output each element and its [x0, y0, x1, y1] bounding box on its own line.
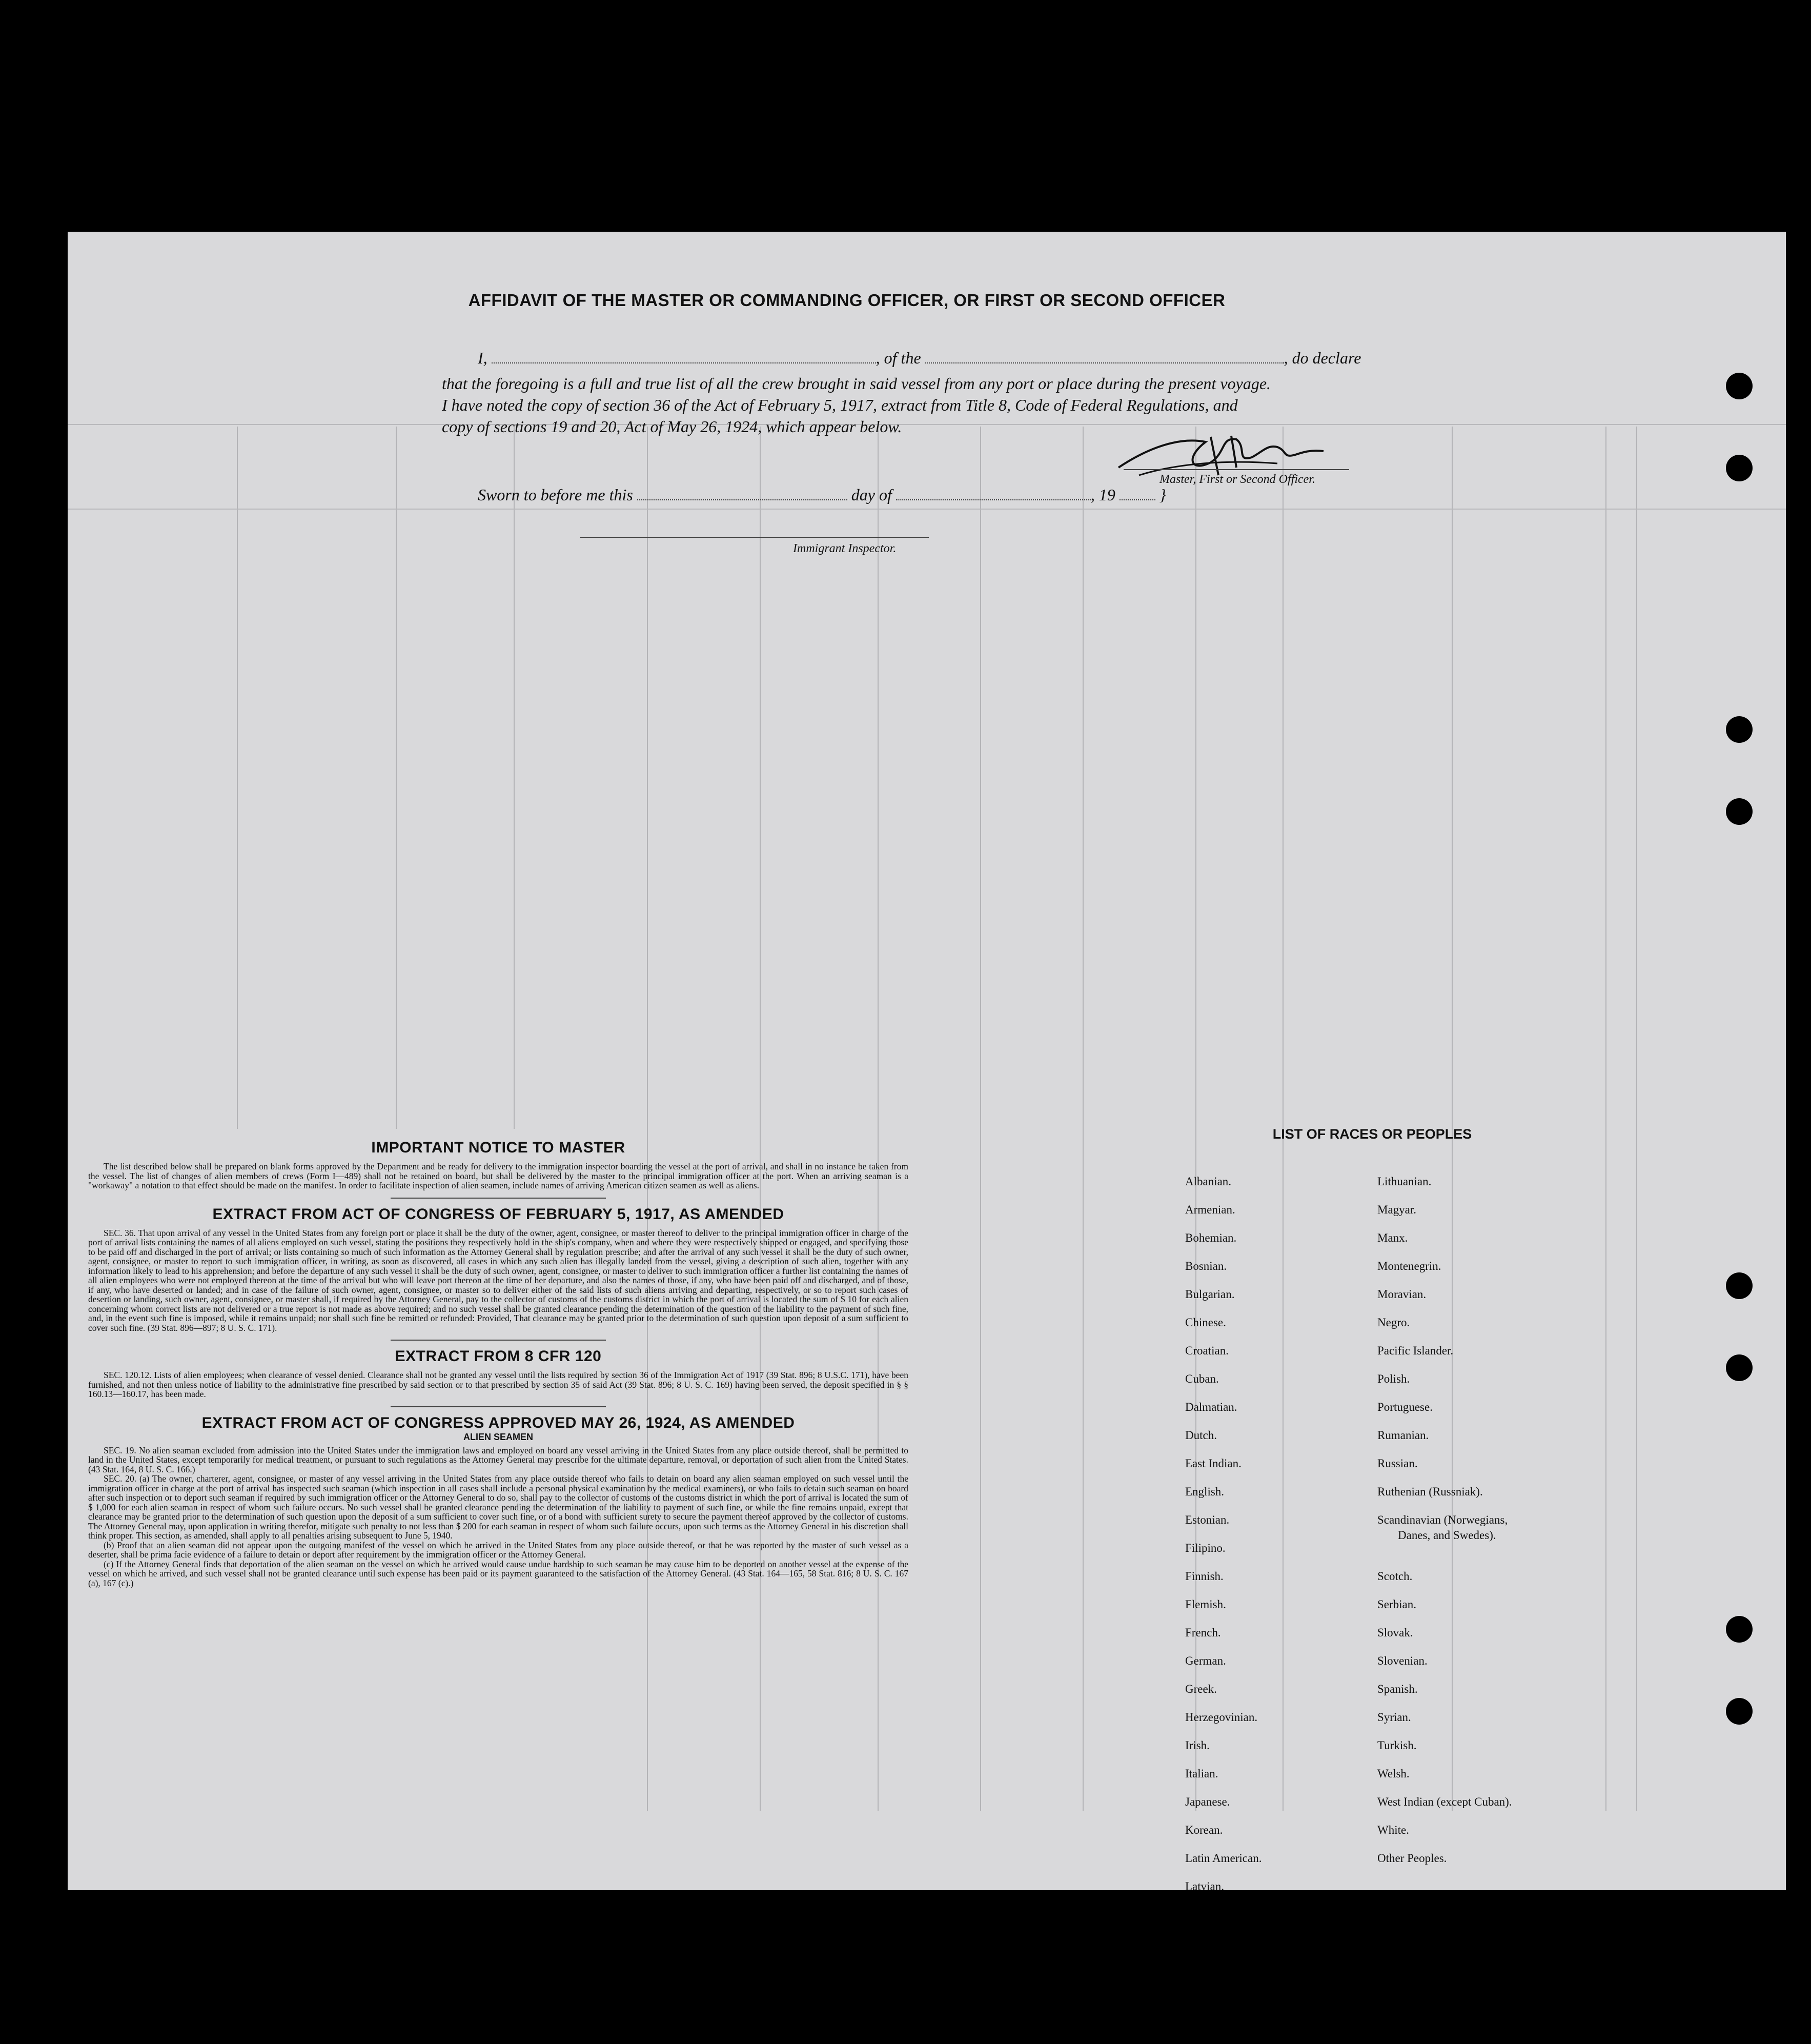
notice-title: IMPORTANT NOTICE TO MASTER: [371, 1139, 625, 1156]
notice-body: The list described below shall be prepared on blank forms approved by the Department and be ready for delivery to the immigration inspector boarding the vessel at the port of arrival, and shall in no instance be taken from the vessel. The list of changes of alien members of crews (Form I—489) shall not be retained on board, but shall be delivered by the master to the principal immigration officer at the port. When an arriving seaman is a "workaway" a notation to that effect should be made on the manifest. In order to facilitate inspection of alien seamen, include names of arriving American citizen seamen as well as aliens.: [88, 1161, 908, 1190]
section-divider: [391, 1406, 606, 1407]
race-item: Rumanian.: [1377, 1429, 1429, 1442]
year-label: , 19: [1090, 485, 1115, 504]
race-item: Spanish.: [1377, 1683, 1418, 1695]
sworn-line: Sworn to before me this day of , 19 }: [478, 485, 1166, 504]
race-item: West Indian (except Cuban).: [1377, 1795, 1512, 1808]
affidavit-title: AFFIDAVIT OF THE MASTER OR COMMANDING OFFICER, OR FIRST OR SECOND OFFICER: [468, 291, 1226, 310]
column-rule: [980, 427, 981, 1811]
race-item: Bulgarian.: [1185, 1288, 1235, 1301]
race-item: Scotch.: [1377, 1570, 1413, 1583]
race-item: Montenegrin.: [1377, 1260, 1441, 1272]
race-item: Slovenian.: [1377, 1654, 1428, 1667]
column-rule: [760, 427, 761, 1811]
extract-1917-title: EXTRACT FROM ACT OF CONGRESS OF FEBRUARY 5, 1917, AS AMENDED: [212, 1205, 784, 1223]
master-signature-line: [1124, 469, 1349, 470]
race-item: Ruthenian (Russniak).: [1377, 1485, 1483, 1498]
race-item: Lithuanian.: [1377, 1175, 1432, 1188]
extract-1924-sec20a: SEC. 20. (a) The owner, charterer, agent, consignee, or master of any vessel arriving in the United States from any place outside thereof who fails to detain on board any alien seaman employed on such vessel until the immigration officer in charge at the port of arrival has inspected such seaman (which inspection in all cases shall include a personal physical examination by the medical examiners), or who fails to detain such seaman on board after such inspection or to deport such seaman if required by such immigration officer or the Attorney General to do so, shall pay to the collector of customs of the customs district in which the port of arrival is located the sum of $ 1,000 for each alien seaman in respect of whom such failure occurs. No such vessel shall be granted clearance pending the determination of the liability to payment of such fine, or while the fine remains unpaid, except that clearance may be granted prior to the determination of such question upon the deposit of a sum sufficient to cover such fine, or of a bond with sufficient surety to secure the payment thereof approved by the collector of customs. The Attorney General may, upon application in writing therefor, mitigate such penalty to not less than $ 200 for each seaman in respect of whom such failure occurs, upon such terms as the Attorney General in his discretion shall think proper. This section, as amended, shall apply to all penalties arising subsequent to June 5, 1940.: [88, 1473, 908, 1541]
extract-1917-body: SEC. 36. That upon arrival of any vessel in the United States from any foreign port or place it shall be the duty of the owner, agent, consignee, or master thereof to deliver to the principal immigration officer in charge of the port of arrival lists containing the names of all aliens employed on such vessel, stating the positions they respectively hold in the ship's company, when and where they were respectively shipped or engaged, and specifying those to be paid off and discharged in the port of arrival; or lists containing so much of such information as the Attorney General shall by regulation prescribe; and after the arrival of any such vessel it shall be the duty of such owner, agent, consignee, or master to report to such immigration officer, in writing, as soon as discovered, all cases in which any such alien has illegally landed from the vessel, giving a description of such alien, together with any information likely to lead to his apprehension; and before the departure of any such vessel it shall be the duty of such owner, agent, consignee, or master to deliver to such immigration officer a further list containing the names of all alien employees who were not employed thereon at the time of the arrival but who will leave port thereon at the time of her departure, and also the names of those, if any, who have been paid off and discharged, and of those, if any, who have deserted or landed; and in case of the failure of such owner, agent, consignee, or master so to deliver either of the said lists of such aliens arriving and departing, respectively, or so to report such cases of desertion or landing, such owner, agent, consignee, or master shall, if required by the Attorney General, pay to the collector of customs of the customs district in which the port of arrival is located the sum of $ 10 for each alien concerning whom correct lists are not delivered or a true report is not made as above required; and no such vessel shall be granted clearance pending the determination of the question of the liability to the payment of such fine, and, in the event such fine is imposed, while it remains unpaid; nor shall such fine be remitted or refunded: Provided, That clearance may be granted prior to the determination of such question upon deposit of a sum sufficient to cover such fine. (39 Stat. 896—897; 8 U. S. C. 171).: [88, 1227, 908, 1333]
manifest-sheet: [68, 232, 1786, 1893]
race-item: Armenian.: [1185, 1203, 1235, 1216]
race-item: Irish.: [1185, 1739, 1210, 1752]
race-item: Polish.: [1377, 1372, 1410, 1385]
i-label: I,: [478, 349, 487, 367]
race-item: Welsh.: [1377, 1767, 1410, 1780]
declare-label: , do declare: [1284, 349, 1361, 367]
race-item: Japanese.: [1185, 1795, 1230, 1808]
race-item: Finnish.: [1185, 1570, 1224, 1583]
declaration-line: [478, 349, 1441, 368]
punch-hole: [1726, 716, 1753, 743]
extract-1924-sec20c: (c) If the Attorney General finds that deportation of the alien seaman on the vessel on which he arrived would cause undue hardship to such seaman he may cause him to be deported on another vessel at the expense of the vessel on which he arrived, and such vessel shall not be granted clearance until such expense has been paid or its payment guaranteed to the satisfaction of the Attorney General. (43 Stat. 164—165, 58 Stat. 816; 8 U. S. C. 167 (a), 167 (c).): [88, 1559, 908, 1588]
extract-cfr-body: SEC. 120.12. Lists of alien employees; when clearance of vessel denied. Clearance shall not be granted any vessel until the lists required by section 36 of the Immigration Act of 1917 (39 Stat. 896; 8 U.S.C. 171), have been furnished, and not then unless notice of liability to the administrative fine prescribed by said section or to that prescribed by section 35 of said Act (39 Stat. 896; 8 U. S. C. 169) having been served, the deposit specified in § § 160.13—160.17, has been made.: [88, 1370, 908, 1399]
sworn-label: Sworn to before me this: [478, 485, 633, 504]
punch-hole: [1726, 455, 1753, 481]
name-blank: [492, 349, 876, 363]
vessel-blank: [925, 349, 1284, 363]
race-item: French.: [1185, 1626, 1221, 1639]
race-item: Serbian.: [1377, 1598, 1417, 1611]
race-item: Estonian.: [1185, 1513, 1230, 1526]
race-item: Other Peoples.: [1377, 1852, 1447, 1865]
punch-hole: [1726, 1272, 1753, 1299]
punch-hole: [1726, 373, 1753, 399]
column-rule: [1605, 427, 1606, 1811]
race-item: Korean.: [1185, 1824, 1223, 1836]
of-the-label: , of the: [876, 349, 921, 367]
extract-1924-title: EXTRACT FROM ACT OF CONGRESS APPROVED MAY 26, 1924, AS AMENDED: [201, 1414, 795, 1431]
race-item: English.: [1185, 1485, 1225, 1498]
column-rule: [396, 427, 397, 1129]
race-item: Russian.: [1377, 1457, 1418, 1470]
race-item: Flemish.: [1185, 1598, 1226, 1611]
column-rule: [514, 427, 515, 1129]
race-item: Filipino.: [1185, 1542, 1226, 1554]
extract-cfr-title: EXTRACT FROM 8 CFR 120: [395, 1348, 602, 1365]
inspector-label: Immigrant Inspector.: [793, 542, 897, 555]
race-item: Chinese.: [1185, 1316, 1226, 1329]
race-item: Latin American.: [1185, 1852, 1262, 1865]
header-rule: [68, 509, 1786, 510]
day-of-label: day of: [851, 485, 892, 504]
punch-hole: [1726, 1616, 1753, 1643]
race-item: Dutch.: [1185, 1429, 1217, 1442]
race-item: Negro.: [1377, 1316, 1410, 1329]
race-item: White.: [1377, 1824, 1409, 1836]
declaration-text-2: I have noted the copy of section 36 of the Act of February 5, 1917, extract from Title 8, Code of Federal Regulations, and: [442, 396, 1238, 414]
race-item: Syrian.: [1377, 1711, 1411, 1724]
punch-hole: [1726, 1698, 1753, 1725]
year-blank: [1120, 486, 1155, 500]
race-item: Bohemian.: [1185, 1231, 1237, 1244]
declaration-text-1: that the foregoing is a full and true list of all the crew brought in said vessel from any port or place during the present voyage.: [442, 374, 1271, 393]
race-item: Turkish.: [1377, 1739, 1417, 1752]
race-item: Slovak.: [1377, 1626, 1413, 1639]
extract-1924-sec19: SEC. 19. No alien seaman excluded from admission into the United States under the immigration laws and employed on board any vessel arriving in the United States from any place outside thereof, shall be permitted to land in the United States, except temporarily for medical treatment, or pursuant to such regulations as the Attorney General may prescribe for the ultimate departure, removal, or deportation of such alien from the United States. (43 Stat. 164, 8 U. S. C. 166.): [88, 1445, 908, 1474]
column-rule: [647, 427, 648, 1811]
race-item: East Indian.: [1185, 1457, 1242, 1470]
section-divider: [391, 1340, 606, 1341]
extract-1924-subtitle: ALIEN SEAMEN: [463, 1431, 533, 1442]
column-rule: [878, 427, 879, 1811]
inspector-signature-line: [580, 537, 929, 538]
race-item: Bosnian.: [1185, 1260, 1227, 1272]
master-label: Master, First or Second Officer.: [1159, 473, 1315, 486]
declaration-text-3: copy of sections 19 and 20, Act of May 26, 1924, which appear below.: [442, 417, 902, 436]
punch-hole: [1726, 798, 1753, 825]
race-item: Scandinavian (Norwegians,: [1377, 1513, 1508, 1526]
column-rule: [1452, 427, 1453, 1811]
races-title: LIST OF RACES OR PEOPLES: [1272, 1126, 1472, 1142]
race-item: Greek.: [1185, 1683, 1217, 1695]
punch-hole: [1726, 1354, 1753, 1381]
column-rule: [1283, 427, 1284, 1811]
month-blank: [896, 486, 1091, 500]
race-item: Pacific Islander.: [1377, 1344, 1454, 1357]
extract-1924-sec20b: (b) Proof that an alien seaman did not appear upon the outgoing manifest of the vessel on which he arrived in the United States from any place outside thereof, or that he was reported by the master of such vessel as a deserter, shall be prima facie evidence of a failure to detain or deport after requirement by the immigration officer or the Attorney General.: [88, 1540, 908, 1560]
race-item: Dalmatian.: [1185, 1401, 1237, 1413]
race-item: Moravian.: [1377, 1288, 1427, 1301]
race-item: Italian.: [1185, 1767, 1218, 1780]
section-divider: [391, 1198, 606, 1199]
race-item: German.: [1185, 1654, 1226, 1667]
race-item: Magyar.: [1377, 1203, 1417, 1216]
race-item: Croatian.: [1185, 1344, 1229, 1357]
day-blank: [637, 486, 847, 500]
race-item: Portuguese.: [1377, 1401, 1433, 1413]
legal-notices: [88, 1139, 908, 1588]
column-rule: [1083, 427, 1084, 1811]
race-item: Latvian.: [1185, 1880, 1224, 1893]
column-rule: [1636, 427, 1637, 1811]
race-item: Herzegovinian.: [1185, 1711, 1258, 1724]
column-rule: [237, 427, 238, 1129]
race-item: Albanian.: [1185, 1175, 1232, 1188]
race-item: Danes, and Swedes).: [1398, 1529, 1496, 1542]
race-item: Manx.: [1377, 1231, 1408, 1244]
race-item: Cuban.: [1185, 1372, 1219, 1385]
